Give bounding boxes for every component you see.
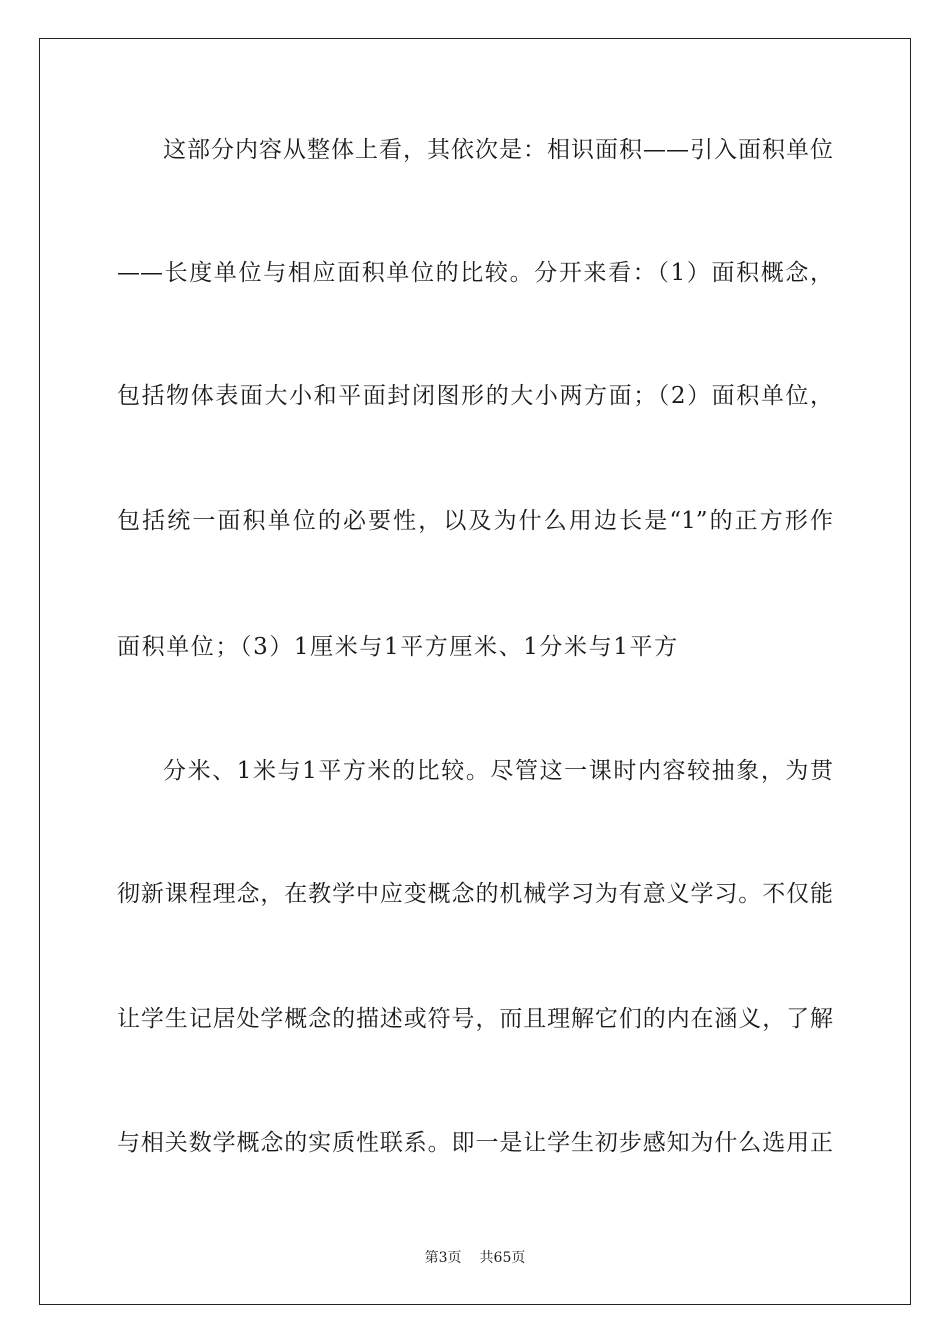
paragraph-line-8: 让学生记居处学概念的描述或符号，而且理解它们的内在涵义，了解 (117, 1006, 833, 1032)
paragraph-line-7: 彻新课程理念，在教学中应变概念的机械学习为有意义学习。不仅能 (117, 881, 833, 907)
paragraph-line-3: 包括物体表面大小和平面封闭图形的大小两方面；（2）面积单位， (117, 383, 833, 409)
paragraph-line-9: 与相关数学概念的实质性联系。即一是让学生初步感知为什么选用正 (117, 1130, 833, 1156)
page-total: 共65页 (479, 1250, 526, 1266)
paragraph-line-1: 这部分内容从整体上看，其依次是：相识面积——引入面积单位 (163, 137, 833, 163)
page-border (39, 38, 911, 1305)
paragraph-line-2: ——长度单位与相应面积单位的比较。分开来看：（1）面积概念， (117, 260, 833, 286)
paragraph-line-5: 面积单位；（3）1厘米与1平方厘米、1分米与1平方 (117, 634, 679, 660)
paragraph-line-6: 分米、1米与1平方米的比较。尽管这一课时内容较抽象，为贯 (163, 758, 833, 784)
paragraph-line-4: 包括统一面积单位的必要性，以及为什么用边长是“1”的正方形作 (117, 508, 833, 534)
page-footer (0, 1247, 950, 1267)
page-number: 第3页 (424, 1250, 462, 1266)
